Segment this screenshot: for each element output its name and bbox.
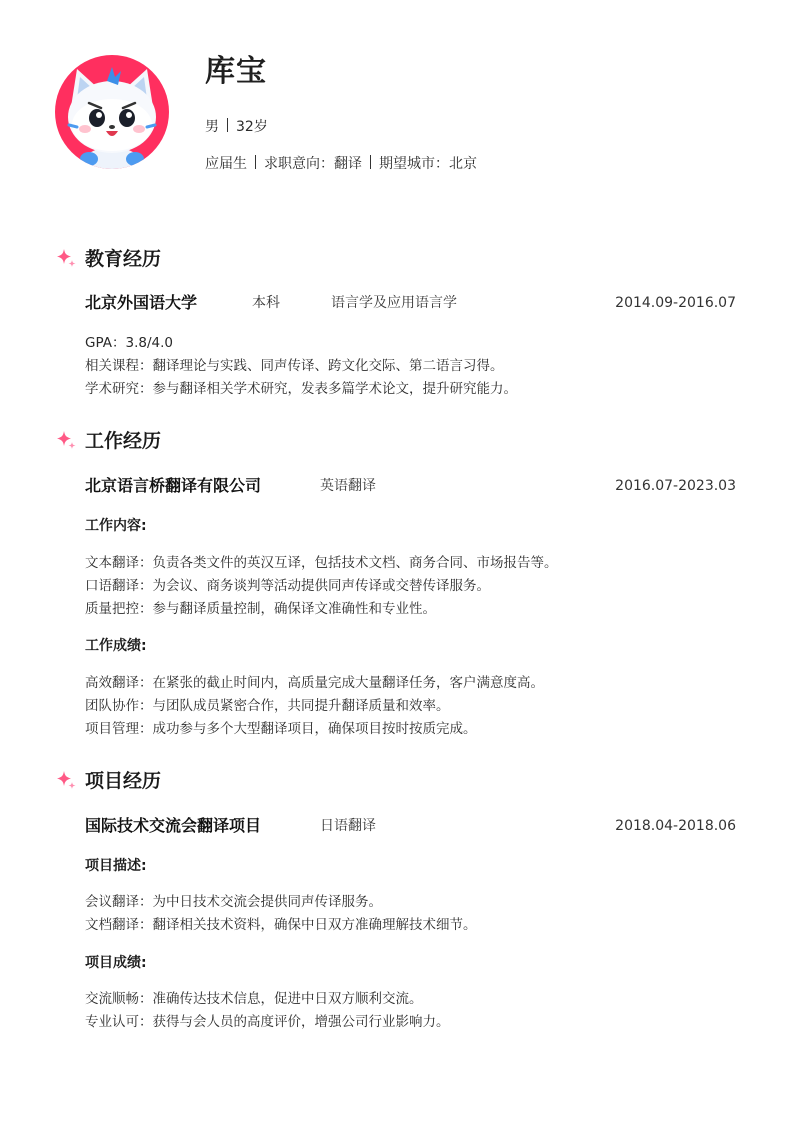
work-content-heading: 工作内容: — [85, 518, 147, 534]
date-range: 2014.09-2016.07 — [615, 295, 736, 311]
project-desc-line: 文档翻译：翻译相关技术资料，确保中日双方准确理解技术细节。 — [85, 917, 477, 933]
sparkle-icon — [55, 770, 77, 792]
project-name: 国际技术交流会翻译项目 — [85, 816, 262, 835]
status: 应届生 — [205, 156, 247, 172]
sparkle-icon — [55, 248, 77, 270]
basic-info — [205, 117, 268, 137]
work-content-line: 质量把控：参与翻译质量控制，确保译文准确性和专业性。 — [85, 601, 436, 617]
gender: 男 — [205, 119, 219, 135]
work-content-line: 口语翻译：为会议、商务谈判等活动提供同声传译或交替传译服务。 — [85, 578, 490, 594]
work-results-heading: 工作成绩: — [85, 638, 147, 654]
work-content-line: 文本翻译：负责各类文件的英汉互译，包括技术文档、商务合同、市场报告等。 — [85, 555, 558, 571]
education-line: 学术研究：参与翻译相关学术研究，发表多篇学术论文，提升研究能力。 — [85, 381, 517, 397]
education-entry-header — [85, 291, 736, 315]
date-range: 2016.07-2023.03 — [615, 478, 736, 494]
education-line: 相关课程：翻译理论与实践、同声传译、跨文化交际、第二语言习得。 — [85, 358, 504, 374]
divider — [227, 118, 228, 132]
divider — [255, 155, 256, 169]
section-title: 项目经历 — [85, 770, 162, 792]
job-info — [205, 154, 477, 174]
company-name: 北京语言桥翻译有限公司 — [85, 476, 262, 495]
sparkle-icon — [55, 430, 77, 452]
work-result-line: 高效翻译：在紧张的截止时间内，高质量完成大量翻译任务，客户满意度高。 — [85, 675, 544, 691]
work-entry-header — [85, 474, 736, 498]
project-result-line: 专业认可：获得与会人员的高度评价，增强公司行业影响力。 — [85, 1014, 450, 1030]
work-result-line: 项目管理：成功参与多个大型翻译项目，确保项目按时按质完成。 — [85, 721, 477, 737]
project-result-line: 交流顺畅：准确传达技术信息，促进中日双方顺利交流。 — [85, 991, 423, 1007]
date-range: 2018.04-2018.06 — [615, 818, 736, 834]
project-role: 日语翻译 — [320, 818, 376, 834]
divider — [370, 155, 371, 169]
project-desc-heading: 项目描述: — [85, 858, 147, 874]
age: 32岁 — [236, 119, 268, 135]
project-results-heading: 项目成绩: — [85, 955, 147, 971]
avatar — [55, 55, 169, 169]
degree: 本科 — [252, 295, 280, 311]
section-title: 教育经历 — [85, 248, 162, 270]
section-title: 工作经历 — [85, 430, 162, 452]
project-desc-line: 会议翻译：为中日技术交流会提供同声传译服务。 — [85, 894, 382, 910]
education-line: GPA：3.8/4.0 — [85, 335, 173, 351]
job-intent: 求职意向：翻译 — [264, 156, 362, 172]
candidate-name: 库宝 — [205, 54, 267, 89]
expected-city: 期望城市：北京 — [379, 156, 477, 172]
job-role: 英语翻译 — [320, 478, 376, 494]
school-name: 北京外国语大学 — [85, 293, 198, 312]
cat-mascot-icon — [55, 55, 169, 169]
work-result-line: 团队协作：与团队成员紧密合作，共同提升翻译质量和效率。 — [85, 698, 450, 714]
major: 语言学及应用语言学 — [331, 295, 457, 311]
project-entry-header — [85, 814, 736, 838]
